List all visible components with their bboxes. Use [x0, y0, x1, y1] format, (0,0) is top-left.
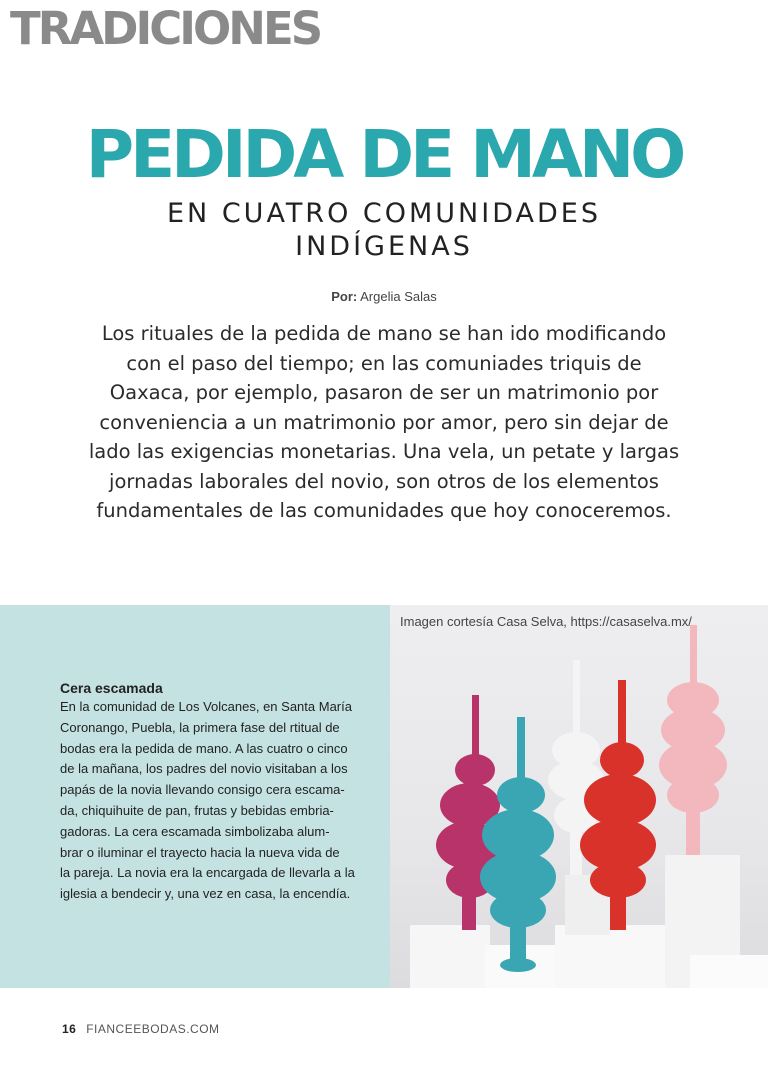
sidebar-line: En la comunidad de Los Volcanes, en Santa María: [60, 699, 352, 714]
sidebar-body: [60, 697, 365, 905]
sidebar-line: iglesia a bendecir y, una vez en casa, la encendía.: [60, 886, 351, 902]
byline-label: Por:: [331, 289, 358, 304]
sidebar-line: la pareja. La novia era la encargada de llevarla a la: [60, 865, 355, 881]
photo-credit: Imagen cortesía Casa Selva, https://casaselva.mx/: [400, 614, 692, 629]
candles-illustration: [390, 605, 768, 988]
intro-paragraph: [66, 319, 702, 526]
subtitle-line-2: INDÍGENAS: [295, 231, 473, 262]
page-number: 16: [62, 1022, 77, 1036]
subtitle-line-1: EN CUATRO COMUNIDADES: [166, 198, 601, 229]
intro-line: jornadas laborales del novio, son otros de los elementos: [109, 469, 659, 493]
sidebar-line: papás de la novia llevando consigo cera escama-: [60, 782, 345, 798]
sidebar-heading: Cera escamada: [60, 680, 163, 696]
candle-teal: [480, 717, 556, 972]
byline: [0, 289, 768, 304]
intro-line: con el paso del tiempo; en las comuniades triquis de: [126, 351, 642, 375]
sidebar-line: Coronango, Puebla, la primera fase del rtitual de: [60, 719, 340, 735]
sidebar-line: de la mañana, los padres del novio visitaban a los: [60, 761, 348, 777]
section-label: TRADICIONES: [10, 2, 321, 55]
intro-line: conveniencia a un matrimonio por amor, pero sin dejar de: [99, 410, 669, 434]
sidebar-line: gadoras. La cera escamada simbolizaba alum-: [60, 823, 330, 839]
intro-line: fundamentales de las comunidades que hoy conoceremos.: [96, 499, 672, 522]
article-title: PEDIDA DE MANO: [85, 116, 683, 193]
intro-line: lado las exigencias monetarias. Una vela, un petate y largas: [88, 440, 680, 463]
sidebar-line: bodas era la pedida de mano. A las cuatro o cinco: [60, 740, 348, 756]
plaster-block: [410, 925, 490, 988]
footer-site: FIANCEEBODAS.COM: [86, 1022, 220, 1036]
sidebar-line: da, chiquihuite de pan, frutas y bebidas embria-: [60, 802, 334, 818]
candle-pink: [659, 625, 727, 855]
candles-photo: [390, 605, 768, 988]
sidebar-line: brar o iluminar el trayecto hacia la nueva vida de: [60, 844, 340, 860]
intro-line: Los rituales de la pedida de mano se han ido modificando: [101, 322, 667, 345]
plaster-block: [690, 955, 768, 988]
footer: [62, 1022, 220, 1036]
byline-author: Argelia Salas: [360, 289, 437, 304]
intro-line: Oaxaca, por ejemplo, pasaron de ser un matrimonio por: [109, 381, 659, 404]
article-subtitle: [0, 197, 768, 263]
